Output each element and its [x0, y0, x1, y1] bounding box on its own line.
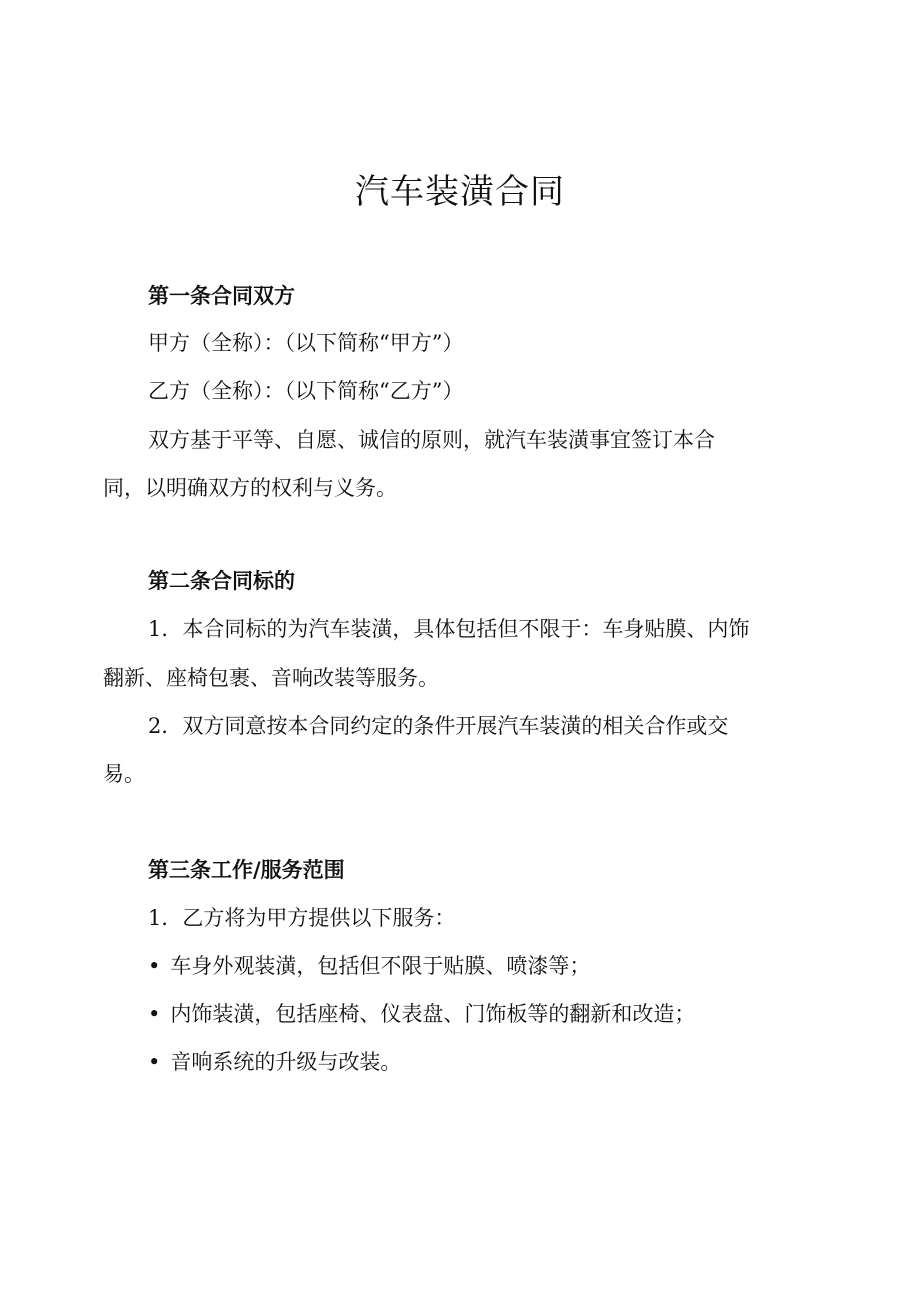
party-a-line: 甲方（全称）：（以下简称“甲方”）	[148, 331, 464, 355]
subject-item-2-line-1: 2．双方同意按本合同约定的条件开展汽车装潢的相关合作或交	[148, 714, 729, 738]
subject-item-1-line-2: 翻新、座椅包裹、音响改装等服务。	[103, 666, 439, 690]
document-title: 汽车装潢合同	[355, 172, 565, 212]
subject-item-2-line-2: 易。	[103, 762, 145, 786]
scope-bullet-item	[148, 999, 695, 1029]
principle-paragraph-line-1: 双方基于平等、自愿、诚信的原则，就汽车装潢事宜签订本合	[148, 428, 715, 452]
section-heading-subject: 第二条合同标的	[148, 569, 295, 593]
scope-bullet-item	[148, 1047, 401, 1077]
section-heading-scope: 第三条工作/服务范围	[148, 858, 345, 882]
scope-bullet-text: 内饰装潢，包括座椅、仪表盘、门饰板等的翻新和改造；	[170, 1002, 696, 1026]
scope-bullet-text: 车身外观装潢，包括但不限于贴膜、喷漆等；	[170, 954, 591, 978]
subject-item-1-line-1: 1．本合同标的为汽车装潢，具体包括但不限于：车身贴膜、内饰	[148, 617, 750, 641]
scope-item-1: 1．乙方将为甲方提供以下服务：	[148, 906, 456, 930]
scope-bullet-text: 音响系统的升级与改装。	[170, 1050, 402, 1074]
party-b-line: 乙方（全称）：（以下简称“乙方”）	[148, 379, 464, 403]
bullet-icon: •	[148, 1002, 161, 1026]
bullet-icon: •	[148, 954, 161, 978]
scope-bullet-item	[148, 951, 590, 981]
principle-paragraph-line-2: 同，以明确双方的权利与义务。	[103, 476, 397, 500]
bullet-icon: •	[148, 1050, 161, 1074]
section-heading-parties: 第一条合同双方	[148, 284, 295, 308]
